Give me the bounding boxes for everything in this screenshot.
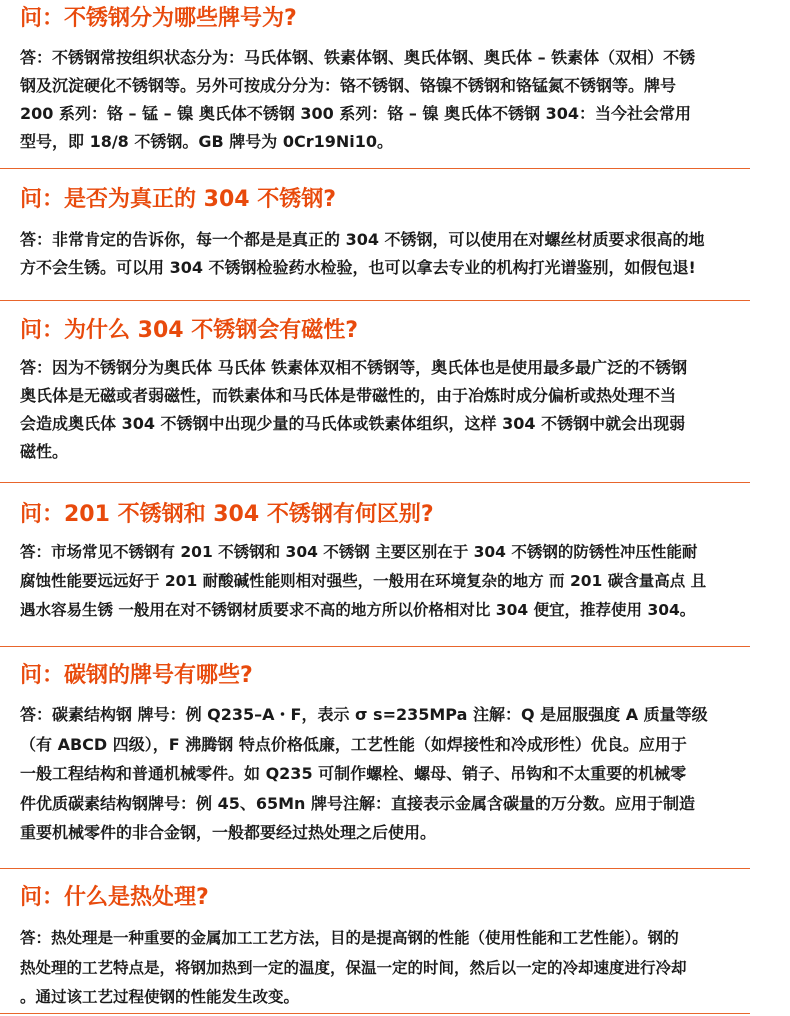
answer-line: 方不会生锈。可以用 304 不锈钢检验药水检验，也可以拿去专业的机构打光谱鉴别，如假包退! (20, 258, 696, 277)
answer-line: 答：市场常见不锈钢有 201 不锈钢和 304 不锈钢 主要区别在于 304 不锈钢的防锈性冲压性能耐 (20, 543, 698, 561)
answer-line: 件优质碳素结构钢牌号：例 45、65Mn 牌号注解：直接表示金属含碳量的万分数。应用于制造 (20, 793, 695, 813)
answer-line: 。通过该工艺过程使钢的性能发生改变。 (20, 988, 300, 1006)
answer-line: 热处理的工艺特点是，将钢加热到一定的温度，保温一定的时间，然后以一定的冷却速度进行冷却 (20, 958, 687, 977)
answer-line: 腐蚀性能要远远好于 201 耐酸碱性能则相对强些，一般用在环境复杂的地方 而 201 碳含量高点 且 (20, 572, 707, 590)
faq-question: 问：什么是热处理? (20, 885, 209, 910)
faq-answer (20, 44, 755, 156)
faq-answer (20, 924, 755, 1013)
answer-line: 重要机械零件的非合金钢，一般都要经过热处理之后使用。 (20, 823, 437, 842)
faq-question: 问：是否为真正的 304 不锈钢? (20, 187, 337, 212)
answer-line: 答：因为不锈钢分为奥氏体 马氏体 铁素体双相不锈钢等，奥氏体也是使用最多最广泛的不锈钢 (20, 358, 688, 377)
answer-line: 答：碳素结构钢 牌号：例 Q235–A・F，表示 σ s=235MPa 注解：Q 是屈服强度 A 质量等级 (20, 705, 708, 724)
answer-line: 会造成奥氏体 304 不锈钢中出现少量的马氏体或铁素体组织，这样 304 不锈钢中就会出现弱 (20, 414, 686, 433)
answer-line: 答：非常肯定的告诉你，每一个都是是真正的 304 不锈钢，可以使用在对螺丝材质要求很高的地 (20, 230, 705, 249)
section-divider (0, 1013, 750, 1014)
section-divider (0, 482, 750, 483)
faq-question: 问：不锈钢分为哪些牌号为? (20, 6, 297, 31)
answer-line: 遇水容易生锈 一般用在对不锈钢材质要求不高的地方所以价格相对比 304 便宜，推荐使用 304。 (20, 601, 696, 619)
answer-line: 奥氏体是无磁或者弱磁性，而铁素体和马氏体是带磁性的，由于冶炼时成分偏析或热处理不当 (20, 386, 677, 405)
faq-answer (20, 700, 755, 848)
faq-question: 问：碳钢的牌号有哪些? (20, 663, 253, 688)
faq-answer (20, 226, 755, 282)
faq-question: 问：201 不锈钢和 304 不锈钢有何区别? (20, 502, 434, 527)
section-divider (0, 168, 750, 169)
answer-line: 钢及沉淀硬化不锈钢等。另外可按成分分为：铬不锈钢、铬镍不锈钢和铬锰氮不锈钢等。牌号 (20, 76, 677, 95)
answer-line: 答：热处理是一种重要的金属加工工艺方法，目的是提高钢的性能（使用性能和工艺性能）。钢的 (20, 929, 679, 947)
answer-line: （有 ABCD 四级），F 沸腾钢 特点价格低廉，工艺性能（如焊接性和冷成形性）优良。应用于 (20, 734, 687, 754)
answer-line: 200 系列：铬 – 锰 – 镍 奥氏体不锈钢 300 系列：铬 – 镍 奥氏体不锈钢 304：当今社会常用 (20, 104, 692, 123)
section-divider (0, 868, 750, 869)
answer-line: 型号，即 18/8 不锈钢。GB 牌号为 0Cr19Ni10。 (20, 132, 394, 151)
section-divider (0, 300, 750, 301)
faq-answer (20, 538, 755, 625)
section-divider (0, 646, 750, 647)
answer-line: 一般工程结构和普通机械零件。如 Q235 可制作螺栓、螺母、销子、吊钩和不太重要的机械零 (20, 764, 687, 783)
answer-line: 磁性。 (20, 442, 69, 461)
faq-question: 问：为什么 304 不锈钢会有磁性? (20, 318, 359, 343)
faq-answer (20, 354, 755, 466)
answer-line: 答：不锈钢常按组织状态分为：马氏体钢、铁素体钢、奥氏体钢、奥氏体 – 铁素体（双相）不锈 (20, 48, 696, 67)
